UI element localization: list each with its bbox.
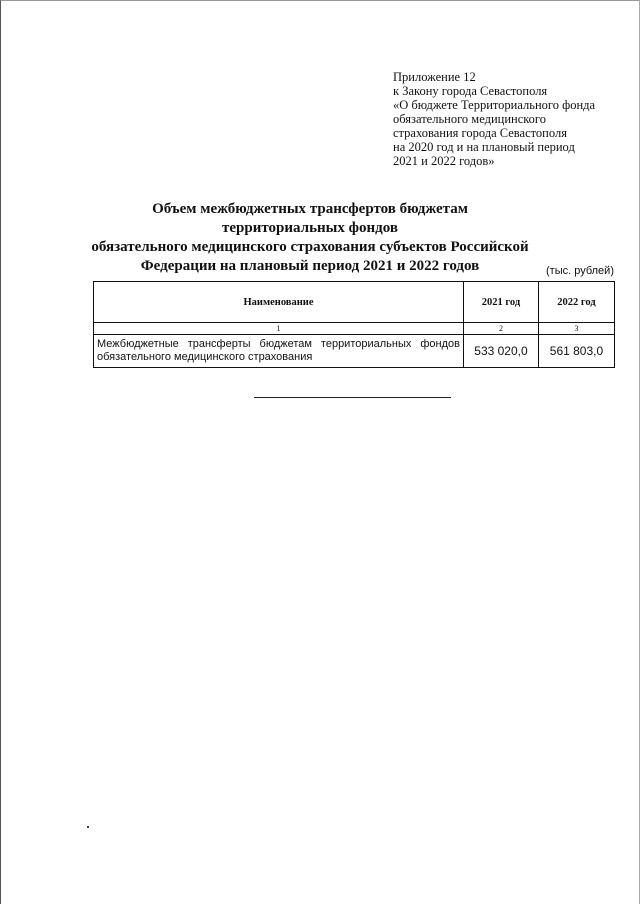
column-number-row	[94, 323, 615, 335]
column-number: 1	[94, 323, 464, 335]
appendix-line: Приложение 12	[393, 70, 476, 84]
column-number: 3	[538, 323, 614, 335]
appendix-header	[393, 70, 633, 168]
header-2022: 2022 год	[538, 282, 614, 323]
appendix-line: страхования города Севастополя	[393, 126, 567, 140]
appendix-line: обязательного медицинского	[393, 112, 547, 126]
header-name: Наименование	[94, 282, 464, 323]
appendix-line: «О бюджете Территориального фонда	[393, 98, 596, 112]
appendix-line: к Закону города Севастополя	[393, 84, 548, 98]
title-line: Объем межбюджетных трансфертов бюджетам территориальных фондов	[152, 201, 468, 236]
transfers-table	[93, 281, 615, 368]
table-header-row	[94, 282, 615, 323]
table-row	[94, 335, 615, 368]
title-line: Федерации на плановый период 2021 и 2022 годов	[140, 258, 480, 274]
appendix-line: 2021 и 2022 годов»	[393, 154, 495, 168]
column-number: 2	[463, 323, 538, 335]
row-name: Межбюджетные трансферты бюджетам территориальных фондов обязательного медицинского страхования	[94, 335, 464, 368]
header-2021: 2021 год	[463, 282, 538, 323]
scan-speck	[87, 826, 89, 828]
end-divider	[254, 397, 451, 398]
document-title	[90, 200, 530, 276]
appendix-line: на 2020 год и на плановый период	[393, 140, 575, 154]
unit-note: (тыс. рублей)	[546, 265, 614, 277]
row-value-2022: 561 803,0	[538, 335, 614, 368]
row-value-2021: 533 020,0	[463, 335, 538, 368]
title-line: обязательного медицинского страхования субъектов Российской	[91, 239, 529, 255]
